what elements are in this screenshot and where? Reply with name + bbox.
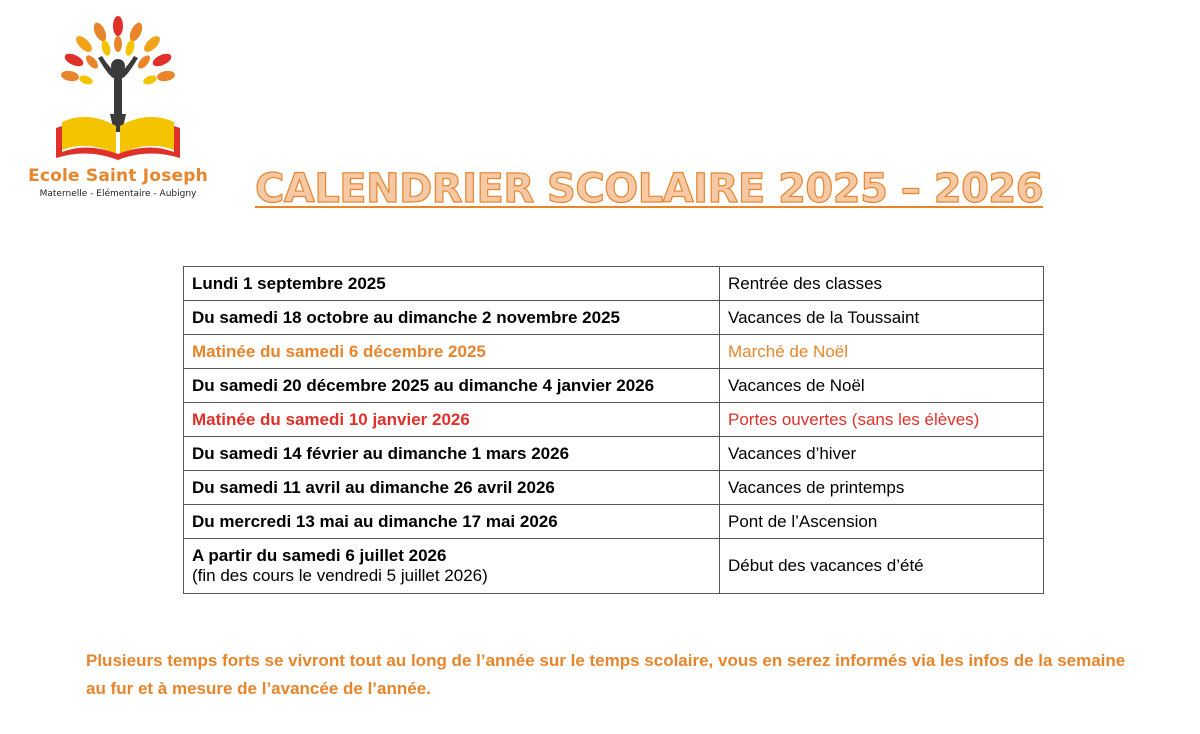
- calendar-table: [183, 266, 1044, 594]
- table-row: [184, 403, 1044, 437]
- event-cell: Rentrée des classes: [720, 267, 1044, 301]
- event-cell: Vacances de la Toussaint: [720, 301, 1044, 335]
- date-cell: Matinée du samedi 10 janvier 2026: [184, 403, 720, 437]
- table-row: [184, 267, 1044, 301]
- footer-note: Plusieurs temps forts se vivront tout au long de l’année sur le temps scolaire, vous en serez informés via les infos de la semaine au fur et à mesure de l’avancée de l’année.: [86, 651, 1126, 698]
- school-subtitle: Maternelle - Elémentaire - Aubigny: [39, 189, 197, 199]
- table-row: [184, 437, 1044, 471]
- event-cell: Marché de Noël: [720, 335, 1044, 369]
- date-cell: Du samedi 18 octobre au dimanche 2 novembre 2025: [184, 301, 720, 335]
- school-name: Ecole Saint Joseph: [28, 166, 208, 186]
- date-cell: Du samedi 20 décembre 2025 au dimanche 4 janvier 2026: [184, 369, 720, 403]
- date-cell: Du samedi 14 février au dimanche 1 mars 2026: [184, 437, 720, 471]
- table-row: [184, 335, 1044, 369]
- page-title: CALENDRIER SCOLAIRE 2025 – 2026: [255, 166, 1044, 212]
- date-cell: Du samedi 11 avril au dimanche 26 avril 2026: [184, 471, 720, 505]
- date-cell: Lundi 1 septembre 2025: [184, 267, 720, 301]
- date-cell: Du mercredi 13 mai au dimanche 17 mai 2026: [184, 505, 720, 539]
- table-row: [184, 505, 1044, 539]
- date-cell: [184, 539, 720, 594]
- table-row: [184, 301, 1044, 335]
- event-cell: Début des vacances d’été: [720, 539, 1044, 594]
- table-row: [184, 471, 1044, 505]
- event-cell: Vacances de printemps: [720, 471, 1044, 505]
- table-row: [184, 539, 1044, 594]
- date-note: (fin des cours le vendredi 5 juillet 2026): [192, 566, 488, 585]
- event-cell: Portes ouvertes (sans les élèves): [720, 403, 1044, 437]
- event-cell: Vacances de Noël: [720, 369, 1044, 403]
- date-cell: Matinée du samedi 6 décembre 2025: [184, 335, 720, 369]
- school-logo: [28, 14, 208, 204]
- date-text: A partir du samedi 6 juillet 2026: [192, 546, 447, 565]
- event-cell: Pont de l’Ascension: [720, 505, 1044, 539]
- table-row: [184, 369, 1044, 403]
- tree-book-logo-icon: [48, 14, 188, 164]
- event-cell: Vacances d’hiver: [720, 437, 1044, 471]
